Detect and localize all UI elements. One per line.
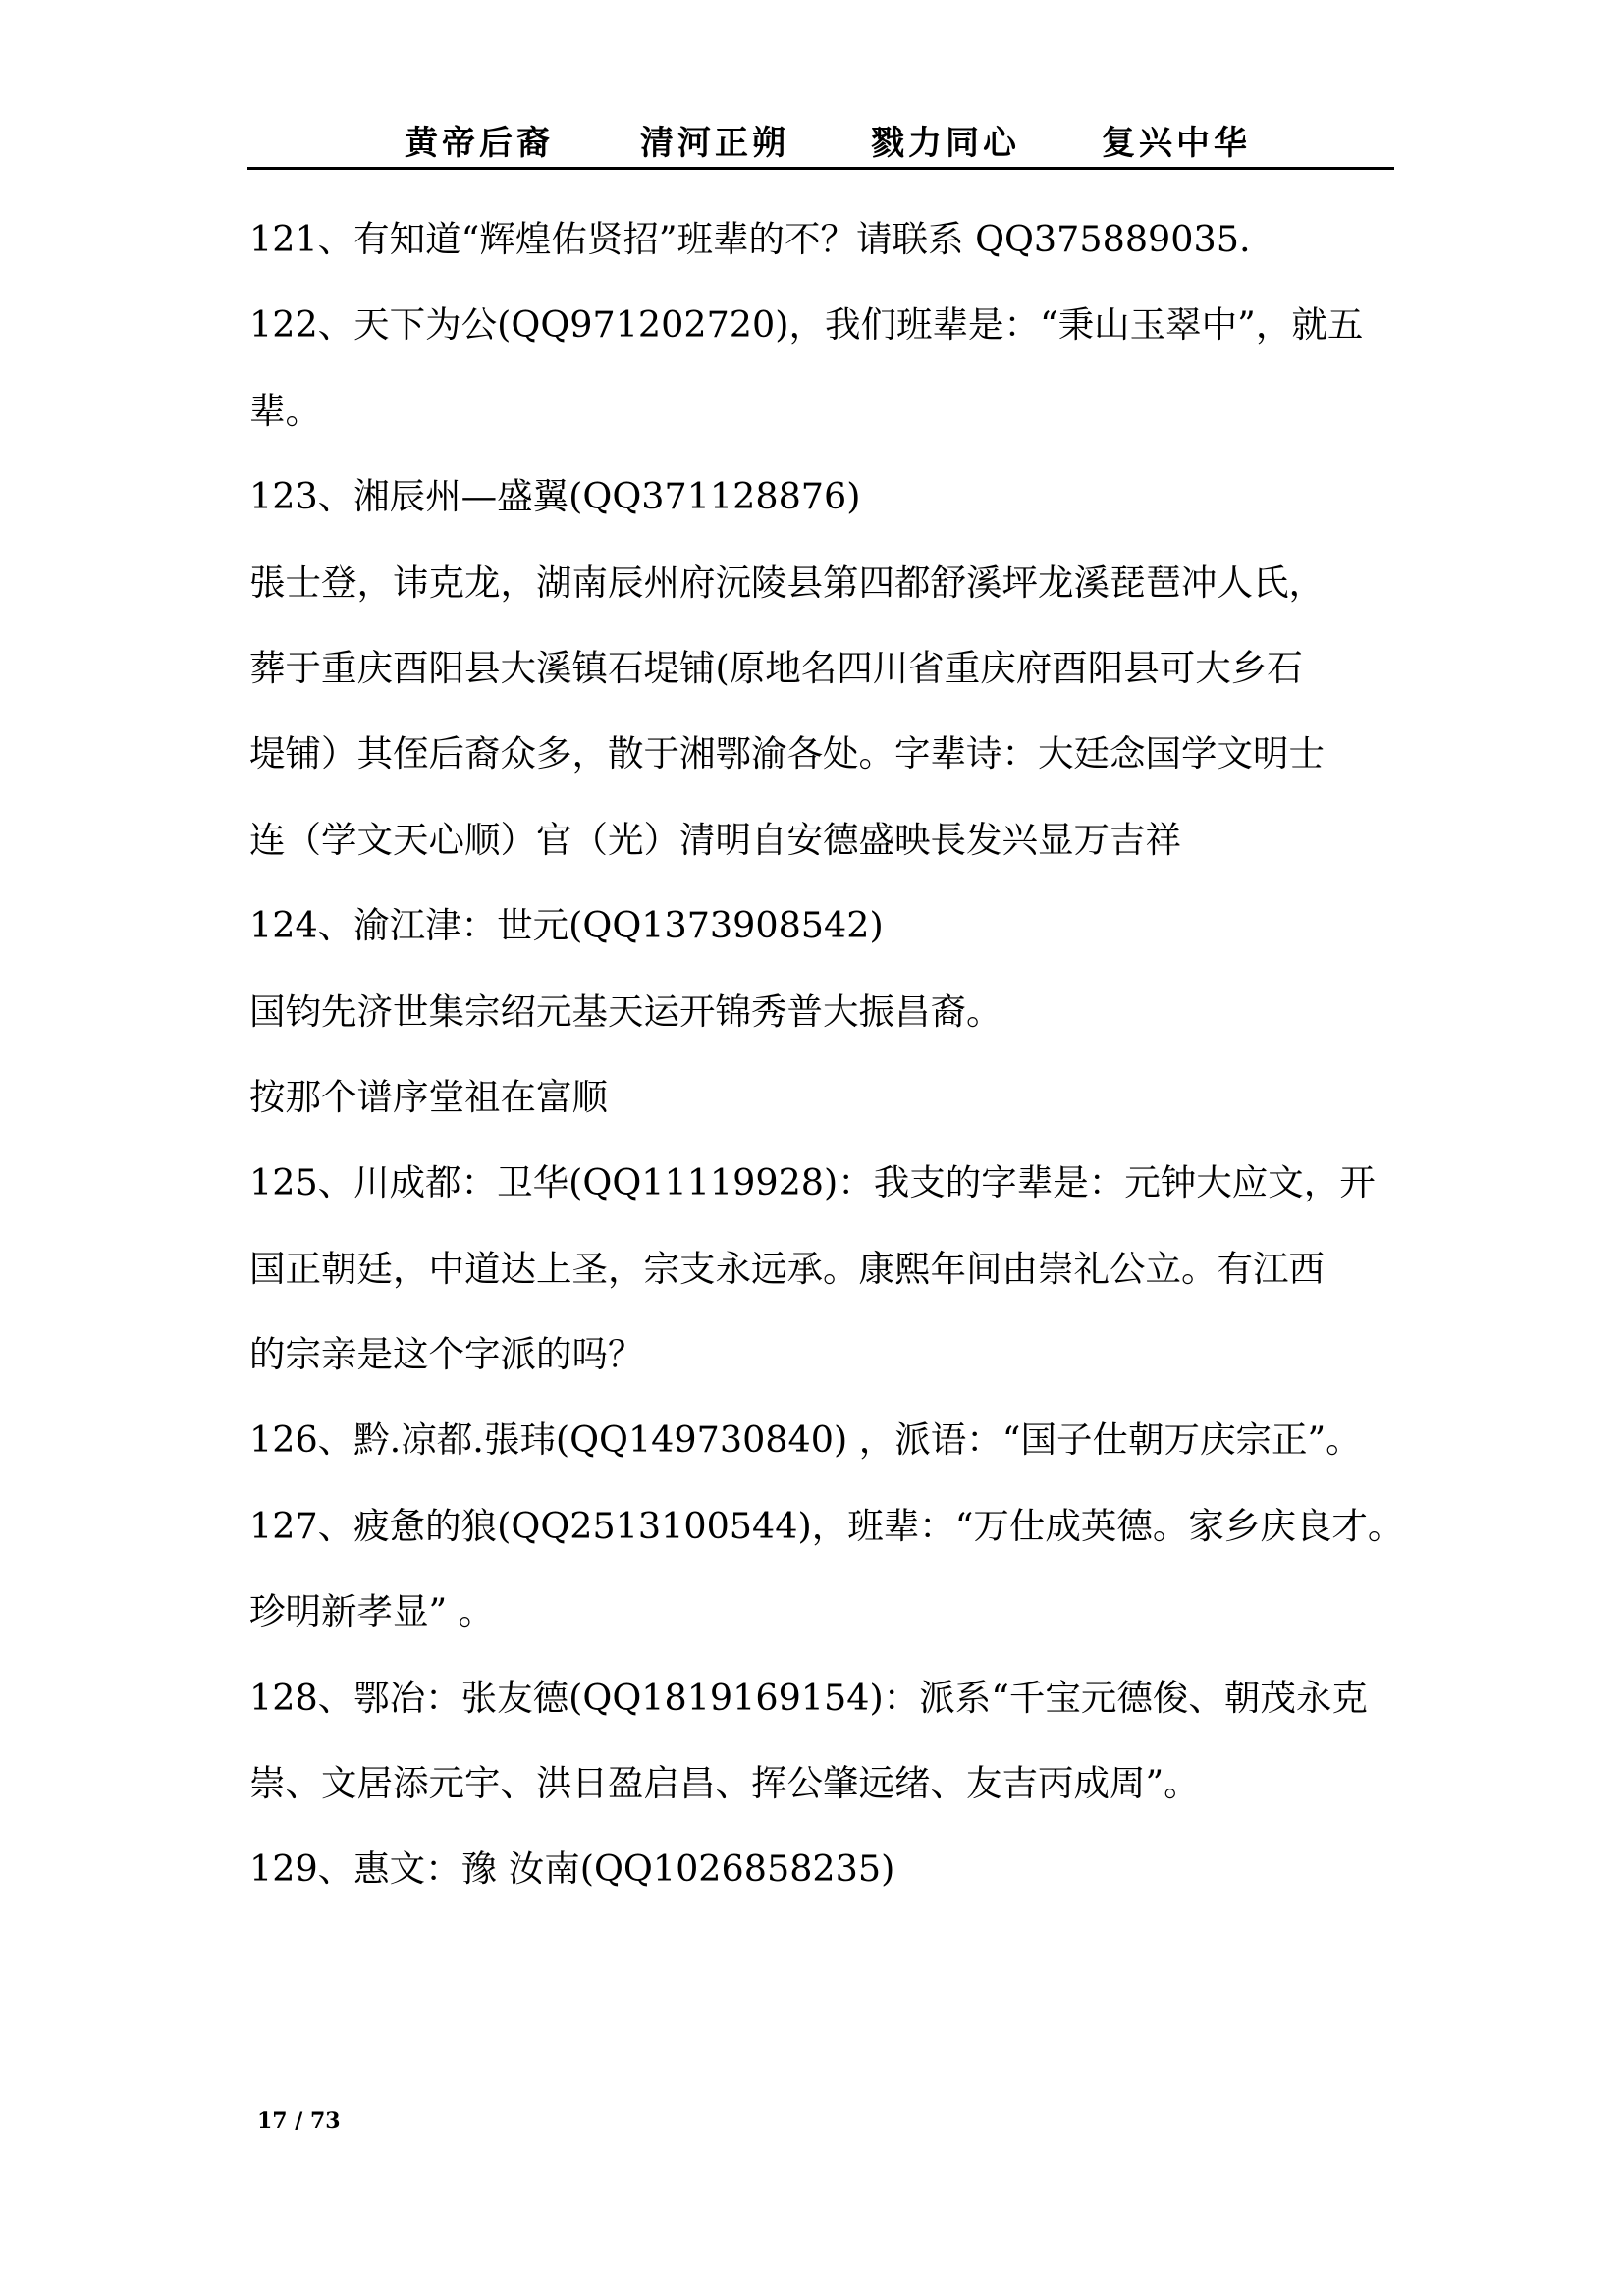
text-line: 葬于重庆酉阳县大溪镇石堤铺(原地名四川省重庆府酉阳县可大乡石	[249, 646, 1303, 689]
text-line: 堤铺）其侄后裔众多，散于湘鄂渝各处。字辈诗：大廷念国学文明士	[249, 732, 1325, 775]
text-line: 的宗亲是这个字派的吗？	[249, 1333, 644, 1376]
text-line: 崇、文居添元宇、洪日盈启昌、挥公肇远绪、友吉丙成周”。	[249, 1762, 1200, 1805]
header-motto-3: 戮力同心	[871, 124, 1020, 163]
text-line: 辈。	[249, 389, 321, 432]
text-line: 張士登，讳克龙，湖南辰州府沅陵县第四都舒溪坪龙溪琵琶冲人氏，	[249, 561, 1325, 604]
text-line: 128、鄂冶：张友德(QQ1819169154)：派系“千宝元德俊、朝茂永克	[249, 1676, 1368, 1719]
text-line: 珍明新孝显” 。	[249, 1590, 495, 1633]
text-line: 连（学文天心顺）官（光）清明自安德盛映長发兴显万吉祥	[249, 818, 1181, 861]
text-line: 按那个谱序堂祖在富顺	[249, 1075, 608, 1118]
text-line: 124、渝江津：世元(QQ1373908542)	[249, 904, 884, 947]
header-divider	[247, 167, 1394, 170]
text-line: 127、疲惫的狼(QQ2513100544)，班辈：“万仕成英德。家乡庆良才。	[249, 1504, 1404, 1547]
text-line: 国钧先济世集宗绍元基天运开锦秀普大振昌裔。	[249, 989, 1002, 1033]
text-line: 122、天下为公(QQ971202720)，我们班辈是：“秉山玉翠中”，就五	[249, 303, 1364, 347]
header-motto-2: 清河正朔	[640, 124, 789, 163]
header-motto-4: 复兴中华	[1102, 124, 1251, 163]
text-line: 121、有知道“辉煌佑贤招”班辈的不？请联系 QQ375889035.	[249, 218, 1251, 260]
page-header	[247, 116, 1394, 165]
header-motto-1: 黄帝后裔	[405, 124, 554, 163]
text-line: 123、湘辰州—盛翼(QQ371128876)	[249, 475, 861, 518]
body-text	[249, 196, 1404, 1912]
text-line: 129、惠文：豫 汝南(QQ1026858235)	[249, 1847, 895, 1891]
text-line: 126、黔.凉都.張玮(QQ149730840) ，派语：“国子仕朝万庆宗正”。	[249, 1418, 1362, 1462]
text-line: 125、川成都：卫华(QQ11119928)：我支的字辈是：元钟大应文，开	[249, 1161, 1376, 1204]
page-number: 17 / 73	[257, 2109, 341, 2134]
text-line: 国正朝廷，中道达上圣，宗支永远承。康熙年间由崇礼公立。有江西	[249, 1247, 1325, 1290]
